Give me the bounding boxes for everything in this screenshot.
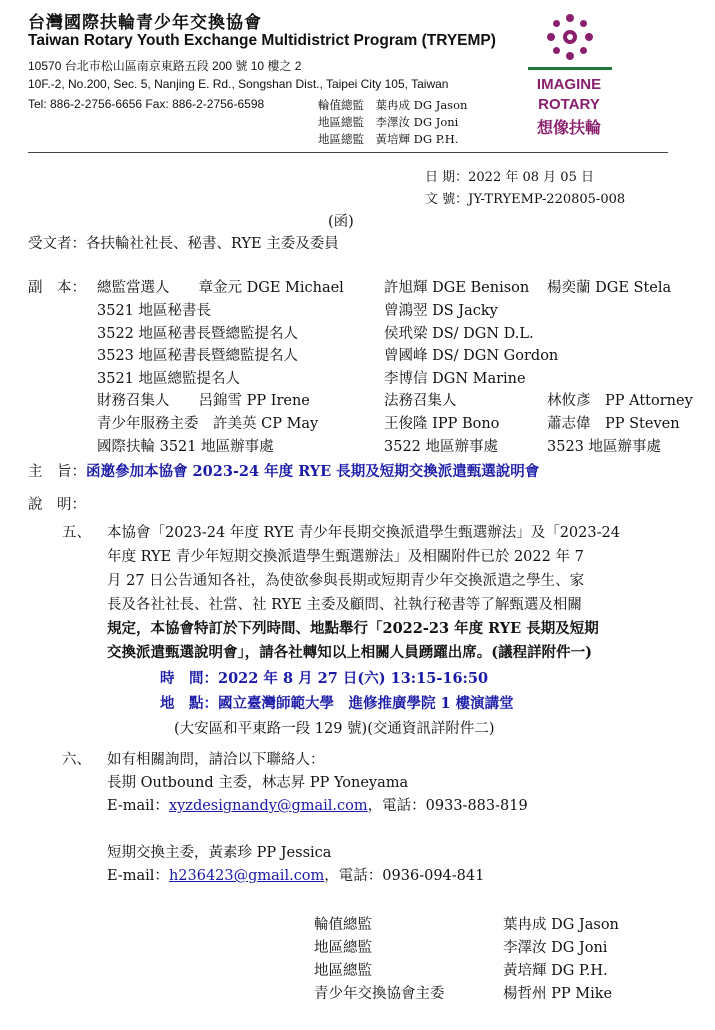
item-5-line: 規定，本協會特訂於下列時間、地點舉行「2022-23 年度 RYE 長期及短期 bbox=[107, 620, 599, 637]
item-5-line: 長及各社社長、社當、社 RYE 主委及顧問、社執行秘書等了解甄選及相關 bbox=[107, 597, 582, 613]
event-time: 時 間：2022 年 8 月 27 日(六) 13:15-16:50 bbox=[160, 670, 489, 687]
header-governor: 地區總監 李澤汝 DG Joni bbox=[318, 115, 459, 129]
reference-number-line: 文 號：JY-TRYEMP-220805-008 bbox=[425, 192, 626, 207]
contact-1-role: 長期 Outbound 主委，林志昇 PP Yoneyama bbox=[107, 775, 409, 791]
logo-rotary: ROTARY bbox=[538, 96, 600, 113]
event-place: 地 點：國立臺灣師範大學 進修推廣學院 1 樓演講堂 bbox=[160, 695, 514, 712]
org-name-chinese: 台灣國際扶輪青少年交換協會 bbox=[28, 13, 262, 33]
cc-entry: 總監當選人 章金元 DGE Michael bbox=[97, 280, 344, 296]
item-6-intro: 如有相關詢問，請洽以下聯絡人： bbox=[107, 752, 325, 768]
item-5-line: 本協會「2023-24 年度 RYE 青少年長期交換派遣學生甄選辦法」及「2023-24 bbox=[107, 525, 620, 541]
signature-name: 葉冉成 DG Jason bbox=[503, 917, 619, 933]
address-english: 10F.-2, No.200, Sec. 5, Nanjing E. Rd., Songshan Dist., Taipei City 105, Taiwan bbox=[28, 77, 449, 91]
item-5-line: 年度 RYE 青少年短期交換派遣學生甄選辦法」及相關附件已於 2022 年 7 bbox=[107, 549, 584, 565]
signature-role: 地區總監 bbox=[314, 963, 372, 979]
item-5-number: 五、 bbox=[62, 525, 91, 541]
cc-entry: 3523 地區辦事處 bbox=[547, 439, 662, 455]
recipient-line: 受文者：各扶輪社社長、秘書、RYE 主委及委員 bbox=[28, 236, 339, 252]
cc-entry: 曾鴻翌 DS Jacky bbox=[384, 303, 498, 319]
cc-entry: 蕭志偉 PP Steven bbox=[547, 416, 680, 432]
rotary-flower-logo-icon bbox=[545, 12, 595, 62]
signature-name: 黃培輝 DG P.H. bbox=[503, 963, 608, 979]
org-name-english: Taiwan Rotary Youth Exchange Multidistrict Program (TRYEMP) bbox=[28, 32, 496, 49]
cc-entry: 3521 地區秘書長 bbox=[97, 303, 212, 319]
item-6-number: 六、 bbox=[62, 752, 91, 768]
contact-2-role: 短期交換主委，黃素珍 PP Jessica bbox=[107, 845, 332, 861]
logo-divider bbox=[528, 67, 612, 70]
contact-2-email-line: E-mail：h236423@gmail.com，電話：0936-094-841 bbox=[107, 868, 485, 884]
item-5-line: 月 27 日公告通知各社，為使欲參與長期或短期青少年交換派遣之學生、家 bbox=[107, 573, 585, 589]
letter-type: (函) bbox=[328, 214, 354, 230]
event-place-note: (大安區和平東路一段 129 號)(交通資訊詳附件二) bbox=[174, 721, 495, 737]
signature-role: 青少年交換協會主委 bbox=[314, 986, 445, 1002]
header-governor: 地區總監 黃培輝 DG P.H. bbox=[318, 132, 459, 146]
contact-2-email-link[interactable]: h236423@gmail.com bbox=[168, 868, 325, 884]
cc-entry: 曾國峰 DS/ DGN Gordon bbox=[384, 348, 559, 364]
cc-label: 副 本： bbox=[28, 280, 86, 296]
header-divider bbox=[28, 152, 668, 153]
cc-entry: 財務召集人 呂錦雪 PP Irene bbox=[97, 393, 310, 409]
header-governor: 輪值總監 葉冉成 DG Jason bbox=[318, 98, 468, 112]
cc-entry: 3521 地區總監提名人 bbox=[97, 371, 241, 387]
cc-entry: 法務召集人 bbox=[384, 393, 457, 409]
item-5-line: 交換派遣甄選說明會」，請各社轉知以上相關人員踴躍出席。(議程詳附件一) bbox=[107, 644, 592, 661]
signature-role: 地區總監 bbox=[314, 940, 372, 956]
contact-1-email-link[interactable]: xyzdesignandy@gmail.com bbox=[168, 798, 368, 814]
cc-entry: 李博信 DGN Marine bbox=[384, 371, 526, 387]
signature-name: 楊哲州 PP Mike bbox=[503, 986, 613, 1002]
description-label: 說 明： bbox=[28, 497, 86, 513]
cc-entry: 3523 地區秘書長暨總監提名人 bbox=[97, 348, 299, 364]
logo-imagine: IMAGINE bbox=[536, 76, 602, 93]
contact-numbers: Tel: 886-2-2756-6656 Fax: 886-2-2756-6598 bbox=[28, 97, 265, 111]
cc-entry: 侯玳梁 DS/ DGN D.L. bbox=[384, 326, 534, 342]
signature-role: 輪值總監 bbox=[314, 917, 372, 933]
contact-1-email-line: E-mail：xyzdesignandy@gmail.com，電話：0933-883-819 bbox=[107, 798, 528, 814]
date-line: 日 期：2022 年 08 月 05 日 bbox=[425, 170, 594, 185]
cc-entry: 楊奕蘭 DGE Stela bbox=[547, 280, 672, 296]
cc-entry: 林攸彥 PP Attorney bbox=[547, 393, 693, 409]
address-chinese: 10570 台北市松山區南京東路五段 200 號 10 樓之 2 bbox=[28, 59, 302, 73]
signature-name: 李澤汝 DG Joni bbox=[503, 940, 608, 956]
cc-entry: 國際扶輪 3521 地區辦事處 bbox=[97, 439, 274, 455]
logo-chinese: 想像扶輪 bbox=[536, 118, 601, 137]
cc-entry: 3522 地區秘書長暨總監提名人 bbox=[97, 326, 299, 342]
cc-entry: 3522 地區辦事處 bbox=[384, 439, 499, 455]
cc-entry: 許旭輝 DGE Benison bbox=[384, 280, 530, 296]
cc-entry: 王俊隆 IPP Bono bbox=[384, 416, 500, 432]
cc-entry: 青少年服務主委 許美英 CP May bbox=[97, 416, 319, 432]
subject-line: 主 旨：函邀參加本協會 2023-24 年度 RYE 長期及短期交換派遣甄選說明會 bbox=[28, 463, 540, 480]
